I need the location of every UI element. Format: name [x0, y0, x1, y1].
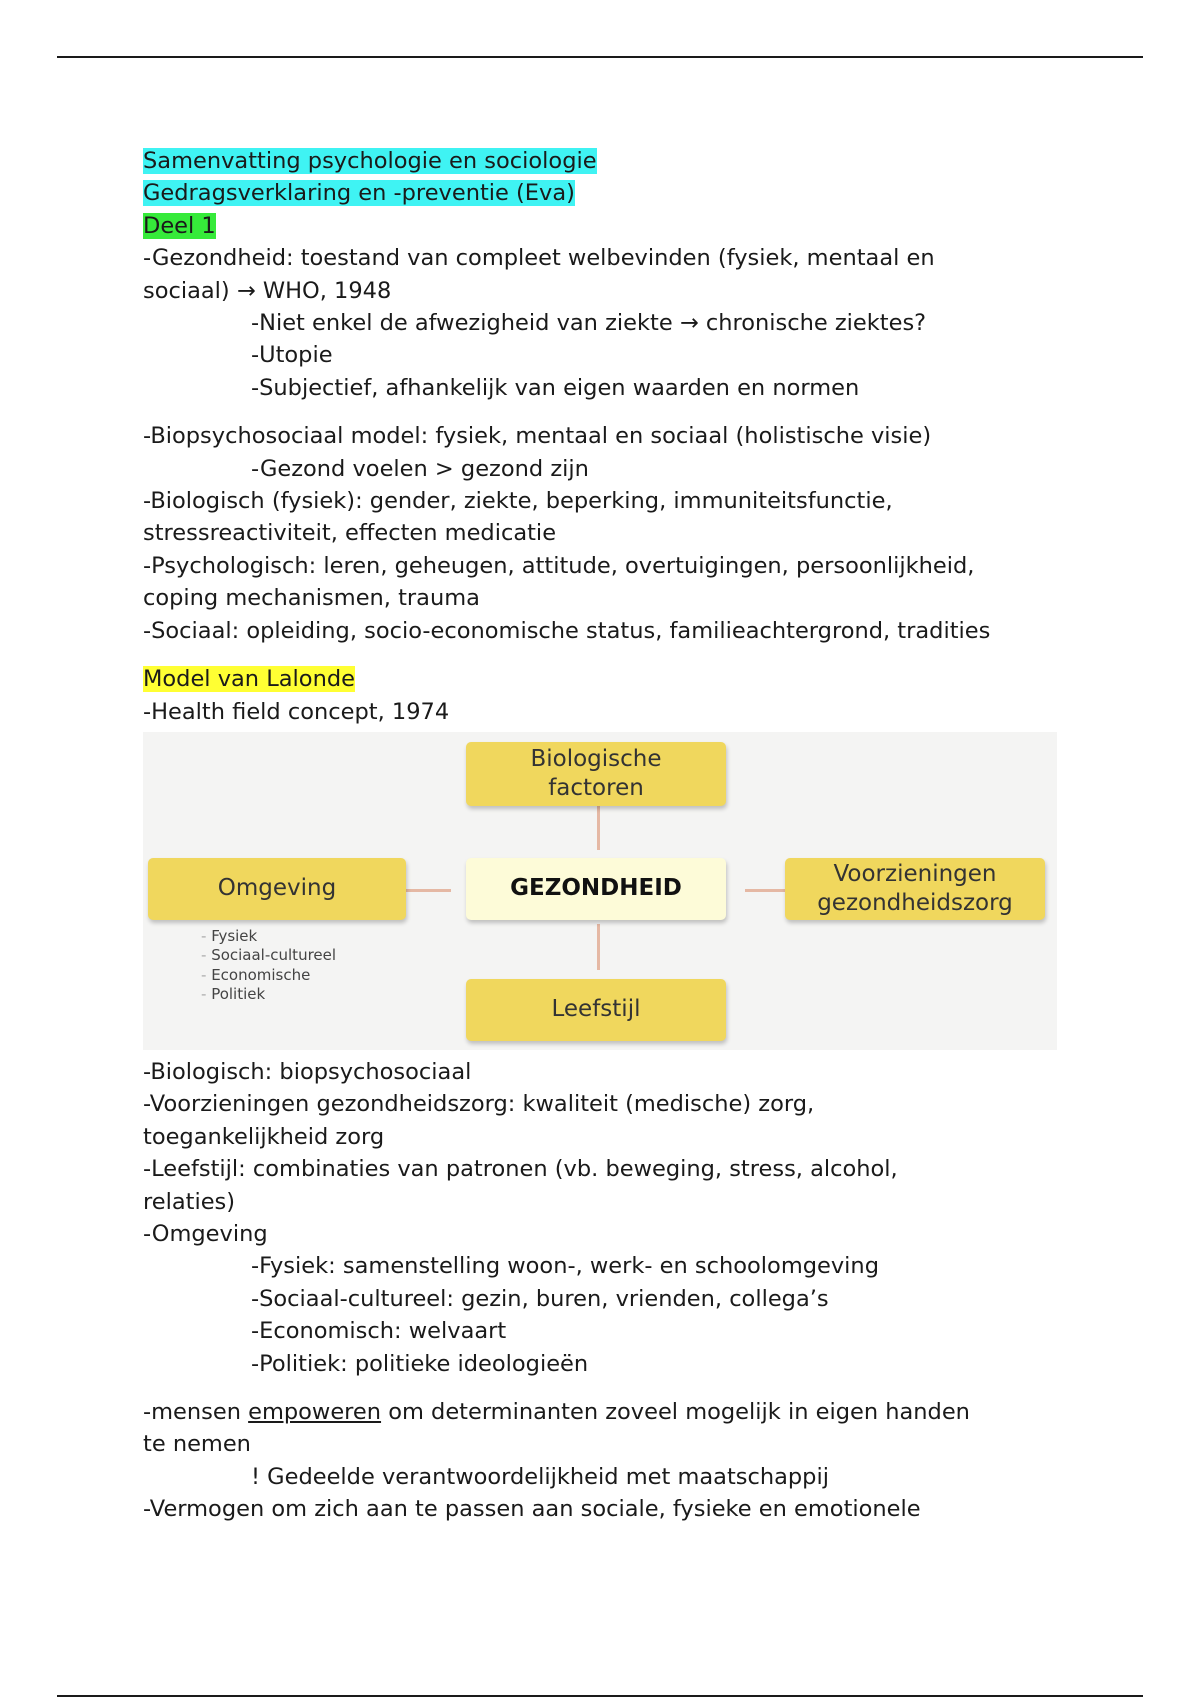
health-note-2: -Utopie: [251, 342, 333, 369]
empower-suffix: om determinanten zoveel mogelijk in eigen handen: [381, 1398, 970, 1425]
environment-detail-4: -Politiek: politieke ideologieën: [251, 1350, 589, 1377]
title-line-2: [143, 177, 1073, 209]
lalonde-healthcare-line-1: -Voorzieningen gezondheidszorg: kwaliteit (medische) zorg,: [143, 1091, 815, 1118]
environment-item-social-cultural: - Sociaal-cultureel: [201, 946, 336, 966]
environment-detail-3: -Economisch: welvaart: [251, 1318, 507, 1345]
biological-line-2: stressreactiviteit, effecten medicatie: [143, 520, 557, 547]
empower-word: empoweren: [248, 1398, 382, 1425]
psychological-line-2: coping mechanismen, trauma: [143, 585, 480, 612]
box-environment: [148, 858, 406, 920]
connector-bottom: [597, 924, 600, 970]
bottom-rule: [57, 1695, 1143, 1697]
social-line: -Sociaal: opleiding, socio-economische status, familieachtergrond, tradities: [143, 617, 991, 644]
healthcare-services-line-1: Voorzieningen: [833, 860, 997, 887]
lalonde-diagram: [143, 732, 1057, 1050]
lifestyle-label: Leefstijl: [551, 996, 641, 1023]
environment-item-economic: - Economische: [201, 966, 336, 986]
empower-prefix: -mensen: [143, 1398, 249, 1425]
title-line-1: [143, 145, 1073, 177]
top-rule: [57, 56, 1143, 58]
lalonde-biological-line: -Biologisch: biopsychosociaal: [143, 1058, 472, 1085]
health-definition-line-2: sociaal) → WHO, 1948: [143, 277, 392, 304]
title-highlight-2: Gedragsverklaring en -preventie (Eva): [143, 180, 575, 207]
box-health-center: [466, 858, 726, 920]
biological-factors-line-1: Biologische: [530, 745, 662, 772]
connector-left: [406, 889, 451, 892]
lalonde-intro: -Health field concept, 1974: [143, 698, 450, 725]
part-label-line: [143, 210, 1073, 242]
biopsychosocial-line: -Biopsychosociaal model: fysiek, mentaal en sociaal (holistische visie): [143, 423, 932, 450]
title-highlight-1: Samenvatting psychologie en sociologie: [143, 148, 597, 174]
lalonde-heading: Model van Lalonde: [143, 666, 355, 693]
environment-item-political: - Politiek: [201, 985, 336, 1005]
biological-factors-line-2: factoren: [548, 774, 644, 801]
environment-label: Omgeving: [217, 875, 337, 902]
health-note-3: -Subjectief, afhankelijk van eigen waarden en normen: [251, 374, 860, 401]
environment-item-physical: - Fysiek: [201, 927, 336, 947]
part-label: Deel 1: [143, 212, 216, 239]
biological-line-1: -Biologisch (fysiek): gender, ziekte, beperking, immuniteitsfunctie,: [143, 488, 893, 515]
lalonde-heading-line: [143, 663, 1073, 695]
box-lifestyle: [466, 979, 726, 1041]
empower-line-1: [143, 1396, 1073, 1428]
environment-sublist: [201, 927, 336, 1005]
document-body: [143, 145, 1073, 1526]
health-note-1: -Niet enkel de afwezigheid van ziekte → chronische ziektes?: [251, 310, 927, 337]
box-healthcare-services: [785, 858, 1045, 920]
lalonde-healthcare-line-2: toegankelijkheid zorg: [143, 1123, 385, 1150]
lalonde-lifestyle-line-2: relaties): [143, 1188, 236, 1215]
connector-top: [597, 806, 600, 850]
psychological-line-1: -Psychologisch: leren, geheugen, attitude, overtuigingen, persoonlijkheid,: [143, 552, 975, 579]
lalonde-environment-line: -Omgeving: [143, 1220, 268, 1247]
empower-line-2: te nemen: [143, 1431, 251, 1458]
environment-detail-2: -Sociaal-cultureel: gezin, buren, vrienden, collega’s: [251, 1285, 829, 1312]
health-definition-line-1: -Gezondheid: toestand van compleet welbevinden (fysiek, mentaal en: [143, 245, 935, 272]
shared-responsibility: ! Gedeelde verantwoordelijkheid met maatschappij: [251, 1463, 829, 1490]
lalonde-lifestyle-line-1: -Leefstijl: combinaties van patronen (vb. beweging, stress, alcohol,: [143, 1156, 898, 1183]
health-center-label: GEZONDHEID: [510, 875, 682, 902]
environment-detail-1: -Fysiek: samenstelling woon-, werk- en schoolomgeving: [251, 1253, 879, 1280]
box-biological-factors: [466, 742, 726, 806]
healthcare-services-line-2: gezondheidszorg: [817, 889, 1013, 916]
biopsychosocial-note: -Gezond voelen > gezond zijn: [251, 455, 589, 482]
adaptability-line: -Vermogen om zich aan te passen aan sociale, fysieke en emotionele: [143, 1496, 921, 1523]
